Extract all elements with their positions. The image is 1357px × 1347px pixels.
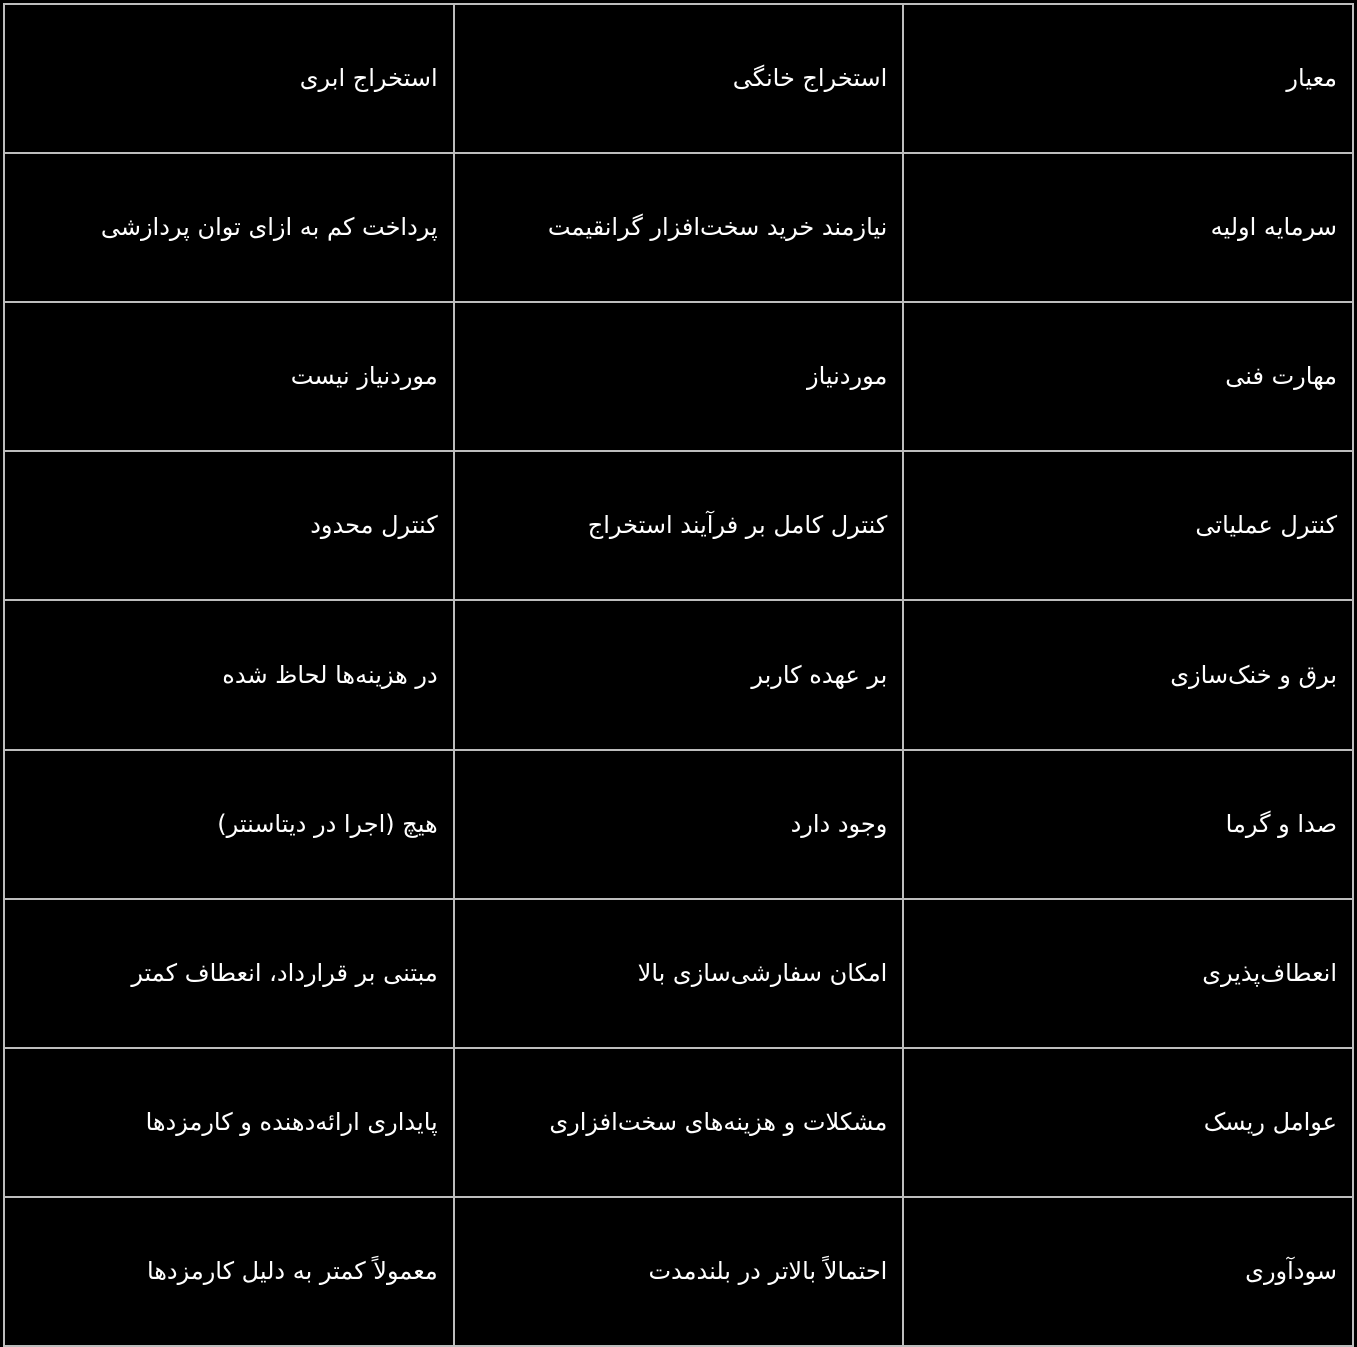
criterion-cell: انعطاف‌پذیری [903, 899, 1353, 1048]
home-mining-cell: امکان سفارشی‌سازی بالا [454, 899, 904, 1048]
home-mining-cell: بر عهده کاربر [454, 600, 904, 749]
header-cell-criterion: معیار [903, 4, 1353, 153]
cloud-mining-cell: در هزینه‌ها لحاظ شده [4, 600, 454, 749]
home-mining-cell: موردنیاز [454, 302, 904, 451]
table-row [4, 899, 1353, 1048]
criterion-cell: سودآوری [903, 1197, 1353, 1346]
table-row [4, 302, 1353, 451]
home-mining-cell: نیازمند خرید سخت‌افزار گرانقیمت [454, 153, 904, 302]
cloud-mining-cell: پرداخت کم به ازای توان پردازشی [4, 153, 454, 302]
criterion-cell: سرمایه اولیه [903, 153, 1353, 302]
cloud-mining-cell: مبتنی بر قرارداد، انعطاف کمتر [4, 899, 454, 1048]
table-row [4, 153, 1353, 302]
home-mining-cell: کنترل کامل بر فرآیند استخراج [454, 451, 904, 600]
table-row [4, 750, 1353, 899]
table-row [4, 600, 1353, 749]
cloud-mining-cell: پایداری ارائه‌دهنده و کارمزدها [4, 1048, 454, 1197]
criterion-cell: برق و خنک‌سازی [903, 600, 1353, 749]
comparison-table [3, 3, 1354, 1347]
cloud-mining-cell: کنترل محدود [4, 451, 454, 600]
home-mining-cell: وجود دارد [454, 750, 904, 899]
header-cell-cloud-mining: استخراج ابری [4, 4, 454, 153]
header-cell-home-mining: استخراج خانگی [454, 4, 904, 153]
criterion-cell: عوامل ریسک [903, 1048, 1353, 1197]
home-mining-cell: احتمالاً بالاتر در بلندمدت [454, 1197, 904, 1346]
table-row [4, 451, 1353, 600]
table-row [4, 1197, 1353, 1346]
cloud-mining-cell: موردنیاز نیست [4, 302, 454, 451]
cloud-mining-cell: هیچ (اجرا در دیتاسنتر) [4, 750, 454, 899]
criterion-cell: مهارت فنی [903, 302, 1353, 451]
cloud-mining-cell: معمولاً کمتر به دلیل کارمزدها [4, 1197, 454, 1346]
table-row [4, 1048, 1353, 1197]
comparison-table-container [3, 3, 1354, 1347]
criterion-cell: صدا و گرما [903, 750, 1353, 899]
table-header-row [4, 4, 1353, 153]
criterion-cell: کنترل عملیاتی [903, 451, 1353, 600]
home-mining-cell: مشکلات و هزینه‌های سخت‌افزاری [454, 1048, 904, 1197]
